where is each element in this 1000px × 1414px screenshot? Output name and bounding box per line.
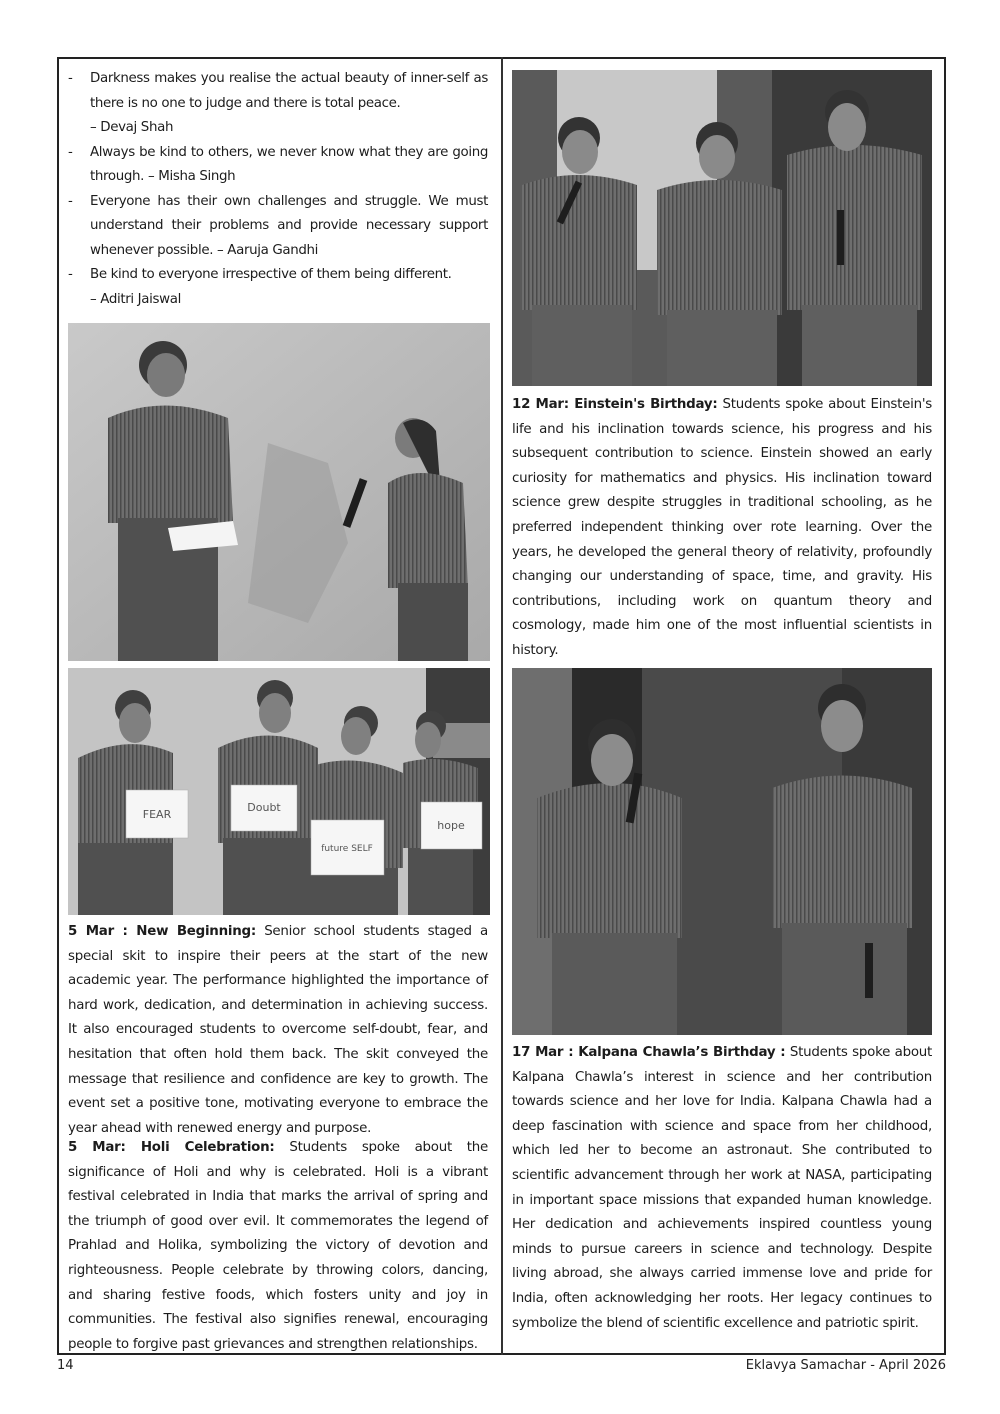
- article-new-beginning: [68, 920, 488, 1141]
- article-heading: 12 Mar: Einstein's Birthday:: [512, 397, 718, 412]
- article-heading: 17 Mar : Kalpana Chawla’s Birthday :: [512, 1045, 786, 1060]
- publication-footer: Eklavya Samachar - April 2026: [745, 1358, 946, 1373]
- article-body: Students spoke about Einstein's life and his inclination towards science, his progress and his subsequent contribution to science. Einstein showed an early curiosity for mathematics and physics. His inclination toward science grew despite struggles in traditional schooling, as he preferred independent thinking over rote learning. Over the years, he developed the general theory of relativity, profoundly changing our understanding of space, time, and gravity. His contributions, including work on quantum theory and cosmology, made him one of the most influential scientists in history.: [512, 397, 933, 658]
- article-heading: 5 Mar: Holi Celebration:: [68, 1140, 275, 1155]
- placard-text: future SELF: [321, 844, 373, 854]
- quotes-list: [68, 67, 488, 312]
- bullet-dash: -: [68, 71, 73, 86]
- article-body: Students spoke about the significance of Holi and why is celebrated. Holi is a vibrant festival celebrated in India that marks the arrival of spring and the triumph of good over evil. It commemorates the legend of Prahlad and Holika, symbolizing the victory of devotion and righteousness. People celebrate by throwing colors, dancing, and sharing festive foods, which fosters unity and joy in communities. The festival also signifies renewal, encouraging people to forgive past grievances and strengthen relationships.: [68, 1140, 488, 1352]
- article-holi: [68, 1136, 488, 1357]
- quote-text: Be kind to everyone irrespective of them being different.: [90, 267, 452, 282]
- article-heading: 5 Mar : New Beginning:: [68, 924, 256, 939]
- article-einstein: [512, 393, 932, 664]
- quote-text: Darkness makes you realise the actual beauty of inner-self as there is no one to judge and there is total peace.: [90, 71, 488, 111]
- column-divider: [501, 57, 503, 1355]
- photo-einstein-speakers: [512, 70, 932, 386]
- bullet-dash: -: [68, 267, 73, 282]
- photo-skit-two-students-image: [68, 323, 490, 661]
- page-number: 14: [57, 1358, 74, 1373]
- placard-text: hope: [437, 819, 465, 832]
- article-body: Senior school students staged a special skit to inspire their peers at the start of the new academic year. The performance highlighted the importance of hard work, dedication, and determination in achieving success. It also encouraged students to overcome self-doubt, fear, and hesitation that often hold them back. The skit conveyed the message that resilience and confidence are key to growth. The event set a positive tone, motivating everyone to embrace the year ahead with renewed energy and purpose.: [68, 924, 488, 1136]
- quote-item: [68, 190, 488, 264]
- quote-text: Always be kind to others, we never know what they are going through.: [90, 144, 488, 184]
- photo-skit-placards-image: [68, 668, 490, 915]
- quote-item: [68, 67, 488, 141]
- placard-text: FEAR: [142, 808, 172, 821]
- photo-kalpana-speakers: [512, 668, 932, 1035]
- photo-einstein-speakers-image: [512, 70, 932, 386]
- quote-text: Everyone has their own challenges and struggle. We must understand their problems and provide necessary support whenever possible.: [90, 193, 488, 258]
- photo-skit-placards: [68, 668, 490, 915]
- photo-skit-two-students: [68, 323, 490, 661]
- quote-item: [68, 263, 488, 312]
- quote-author: – Misha Singh: [148, 169, 236, 184]
- article-kalpana: [512, 1041, 932, 1336]
- bullet-dash: -: [68, 193, 73, 209]
- quote-author: – Aditri Jaiswal: [90, 291, 181, 307]
- quote-author: – Devaj Shah: [90, 120, 174, 135]
- quote-author: – Aaruja Gandhi: [217, 242, 319, 258]
- quote-item: [68, 141, 488, 190]
- photo-kalpana-speakers-image: [512, 668, 932, 1035]
- placard-text: Doubt: [247, 801, 281, 814]
- article-body: Students spoke about Kalpana Chawla’s interest in science and her contribution towards science and her love for India. Kalpana Chawla had a deep fascination with science and space from her childhood, which led her to become an astronaut. She contributed to scientific advancement through her work at NASA, participating in important space missions that expanded human knowledge. Her dedication and achievements inspired countless young minds to pursue careers in science and technology. Despite living abroad, she always carried immense love and pride for India, often acknowledging her roots. Her legacy continues to symbolize the blend of scientific excellence and patriotic spirit.: [512, 1045, 932, 1331]
- bullet-dash: -: [68, 144, 73, 160]
